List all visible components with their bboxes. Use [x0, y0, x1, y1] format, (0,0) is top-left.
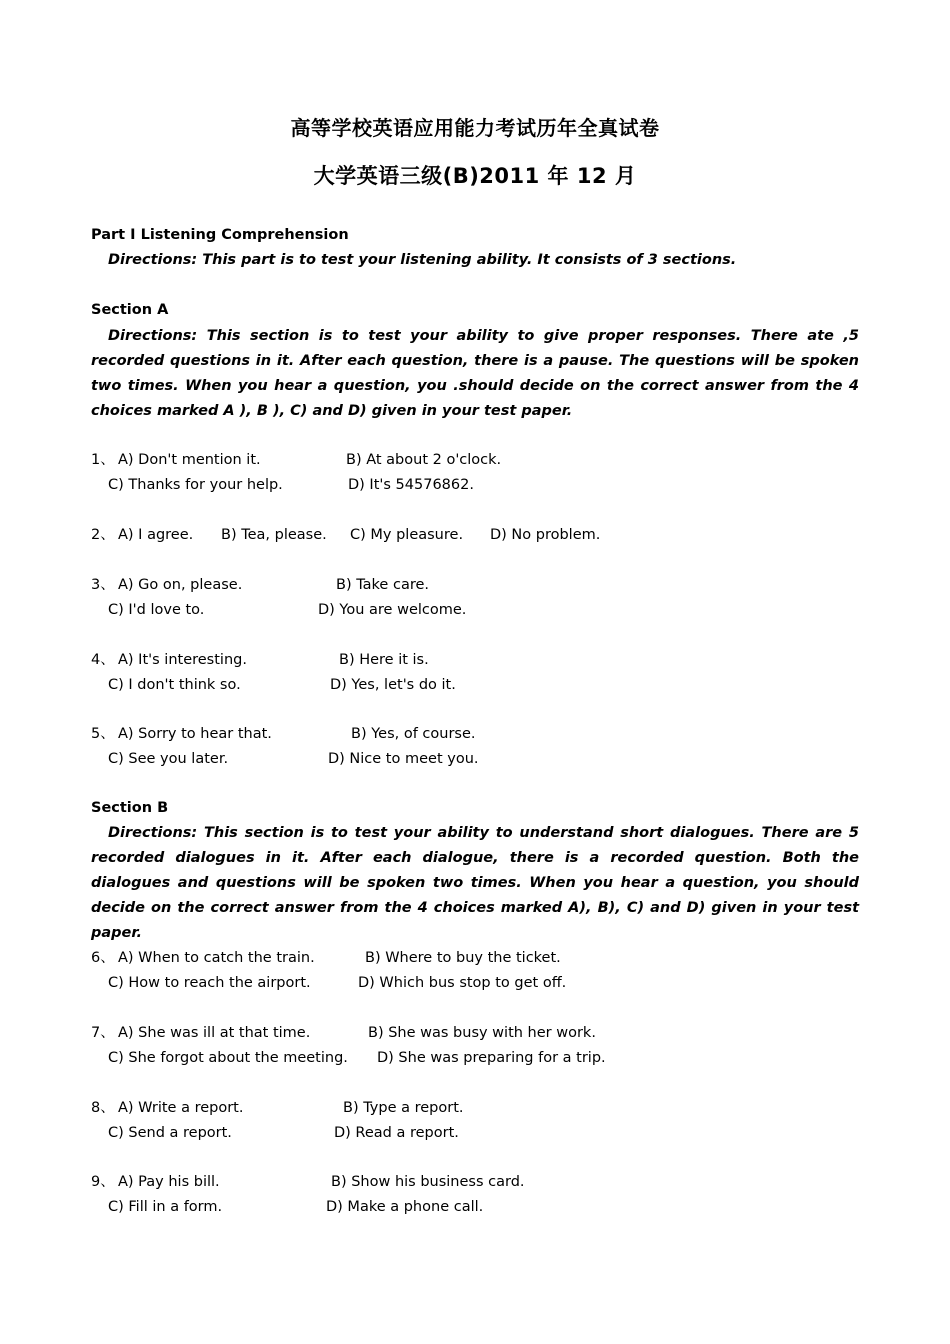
question-number: 8、	[91, 1100, 115, 1116]
section-a-directions: Directions: This section is to test your ability to give proper responses. There ate ,5 recorded questions in it. After each question, there is a pause. The questions will be spoken two times. When you hear a question, you .should decide on the correct answer from the 4 choices marked A ), B ), C) and D) given in your test paper.	[91, 328, 859, 419]
option-c: C) Thanks for your help.	[108, 477, 283, 493]
option-c: C) My pleasure.	[350, 527, 464, 543]
exam-title: 高等学校英语应用能力考试历年全真试卷	[290, 116, 660, 140]
option-b: B) At about 2 o'clock.	[346, 452, 502, 468]
question-number: 7、	[91, 1025, 115, 1041]
section-b-directions: Directions: This section is to test your ability to understand short dialogues. There are 5 recorded dialogues in it. After each dialogue, there is a recorded question. Both the dialogues and questions will be spoken two times. When you hear a question, you should decide on the correct answer from the 4 choices marked A), B), C) and D) given in your test paper.	[91, 825, 859, 941]
option-d: D) Read a report.	[334, 1125, 459, 1141]
question-number: 3、	[91, 577, 115, 593]
exam-subtitle: 大学英语三级(B)2011 年 12 月	[313, 164, 637, 188]
option-d: D) Which bus stop to get off.	[358, 975, 567, 991]
option-d: D) It's 54576862.	[348, 477, 474, 493]
option-b: B) Here it is.	[339, 652, 429, 668]
option-a: A) Go on, please.	[118, 577, 243, 593]
option-a: A) It's interesting.	[118, 652, 247, 668]
question-number: 6、	[91, 950, 115, 966]
part1-directions: Directions: This part is to test your listening ability. It consists of 3 sections.	[108, 252, 737, 268]
option-c: C) She forgot about the meeting.	[108, 1050, 348, 1066]
option-c: C) Fill in a form.	[108, 1199, 223, 1215]
option-c: C) How to reach the airport.	[108, 975, 311, 991]
option-a: A) Pay his bill.	[118, 1174, 220, 1190]
part1-heading: Part Ⅰ Listening Comprehension	[91, 227, 349, 243]
option-d: D) Make a phone call.	[326, 1199, 484, 1215]
option-d: D) Nice to meet you.	[328, 751, 479, 767]
question-number: 1、	[91, 452, 115, 468]
question-number: 5、	[91, 726, 115, 742]
section-b-heading: Section B	[91, 800, 169, 816]
option-b: B) Type a report.	[343, 1100, 464, 1116]
question-number: 2、	[91, 527, 115, 543]
option-b: B) She was busy with her work.	[368, 1025, 596, 1041]
option-a: A) She was ill at that time.	[118, 1025, 311, 1041]
option-c: C) See you later.	[108, 751, 229, 767]
option-c: C) Send a report.	[108, 1125, 232, 1141]
option-a: A) When to catch the train.	[118, 950, 315, 966]
option-d: D) She was preparing for a trip.	[377, 1050, 606, 1066]
option-d: D) No problem.	[490, 527, 601, 543]
option-c: C) I'd love to.	[108, 602, 205, 618]
option-b: B) Take care.	[336, 577, 429, 593]
option-b: B) Where to buy the ticket.	[365, 950, 561, 966]
option-a: A) I agree.	[118, 527, 194, 543]
option-b: B) Yes, of course.	[351, 726, 476, 742]
option-c: C) I don't think so.	[108, 677, 241, 693]
option-d: D) You are welcome.	[318, 602, 467, 618]
option-d: D) Yes, let's do it.	[330, 677, 456, 693]
question-number: 9、	[91, 1174, 115, 1190]
option-b: B) Tea, please.	[221, 527, 327, 543]
question-number: 4、	[91, 652, 115, 668]
option-a: A) Don't mention it.	[118, 452, 261, 468]
option-b: B) Show his business card.	[331, 1174, 525, 1190]
option-a: A) Sorry to hear that.	[118, 726, 272, 742]
section-a-heading: Section A	[91, 302, 169, 318]
option-a: A) Write a report.	[118, 1100, 244, 1116]
